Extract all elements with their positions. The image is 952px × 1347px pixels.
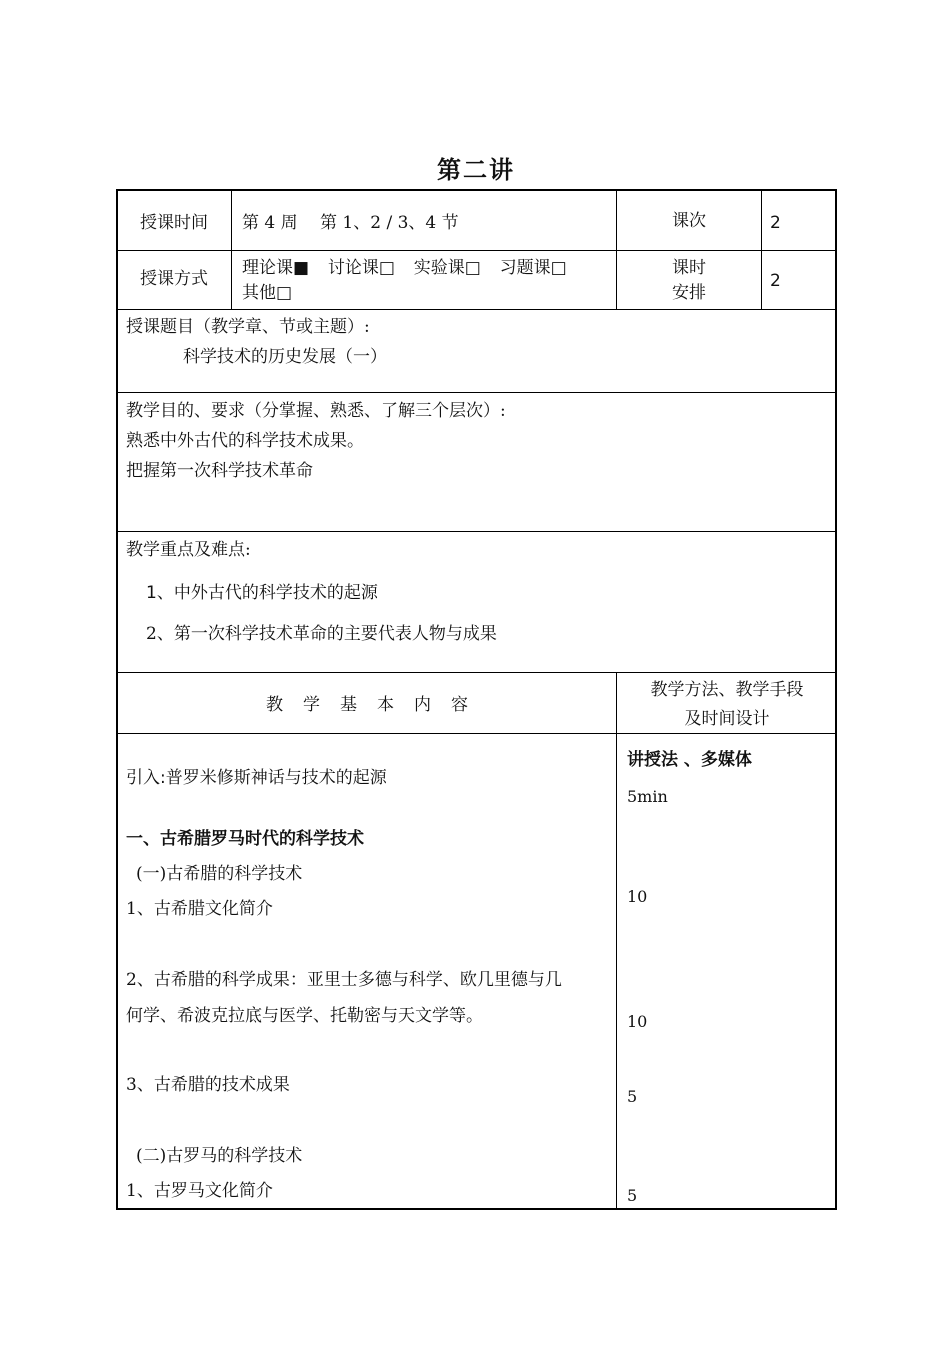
unchecked-box-icon: □ [276, 283, 293, 303]
mode-options-line1 [242, 256, 567, 280]
row-divider [116, 392, 837, 393]
unchecked-box-icon: □ [550, 258, 567, 278]
key-point-item: 2、第一次科学技术革命的主要代表人物与成果 [146, 624, 497, 644]
objectives-label: 教学目的、要求（分掌握、熟悉、了解三个层次）: [126, 401, 506, 421]
time-allocation: 10 [627, 887, 648, 906]
intro-line [126, 766, 387, 790]
subsection-heading: (一)古希腊的科学技术 [136, 864, 303, 884]
content-header-right-2: 及时间设计 [684, 709, 770, 729]
unchecked-box-icon: □ [378, 258, 395, 278]
hours-label-1: 课时 [672, 258, 706, 278]
session-label: 课次 [672, 211, 706, 231]
content-item: 1、古希腊文化简介 [126, 899, 273, 919]
time-allocation: 10 [627, 1012, 648, 1031]
option-other: 其他 [242, 283, 276, 303]
row-divider [116, 531, 837, 532]
content-item: 1、古罗马文化简介 [126, 1181, 273, 1201]
row-divider [116, 309, 837, 310]
content-item-continued: 何学、希波克拉底与医学、托勒密与天文学等。 [126, 1006, 483, 1026]
option-theory: 理论课 [242, 258, 293, 278]
key-points-label: 教学重点及难点: [126, 540, 251, 560]
session-value: 2 [770, 213, 781, 233]
row-divider [116, 250, 837, 251]
content-header-left: 教学基本内容 [266, 695, 488, 715]
objective-line: 把握第一次科学技术革命 [126, 461, 313, 481]
time-label: 授课时间 [140, 213, 208, 233]
hours-label-2: 安排 [672, 283, 706, 303]
hours-value: 2 [770, 271, 781, 291]
col-divider [761, 189, 762, 309]
time-allocation: 5min [627, 787, 668, 806]
section-heading: 一、古希腊罗马时代的科学技术 [126, 829, 364, 849]
subsection-heading: (二)古罗马的科学技术 [136, 1146, 303, 1166]
mode-options-line2 [242, 281, 292, 305]
key-point-item [146, 581, 378, 605]
time-allocation: 5 [627, 1087, 638, 1106]
intro-prefix: 引入: [126, 768, 166, 788]
topic-label: 授课题目（教学章、节或主题）: [126, 317, 370, 337]
key-point-number: 1、 [146, 583, 174, 603]
checked-box-icon: ■ [293, 258, 310, 278]
objective-line: 熟悉中外古代的科学技术成果。 [126, 431, 364, 451]
page-title: 第二讲 [437, 156, 515, 184]
col-divider [231, 189, 232, 309]
option-exercise: 习题课 [499, 258, 551, 278]
content-item: 3、古希腊的技术成果 [126, 1075, 290, 1095]
row-divider [116, 733, 837, 734]
option-discussion: 讨论课 [327, 258, 379, 278]
option-experiment: 实验课 [413, 258, 465, 278]
time-value: 第 4 周 第 1、2 / 3、4 节 [242, 213, 459, 233]
content-item: 2、古希腊的科学成果：亚里士多德与科学、欧几里德与几 [126, 970, 562, 990]
time-allocation: 5 [627, 1186, 638, 1205]
topic-value: 科学技术的历史发展（一） [183, 347, 387, 367]
row-divider [116, 672, 837, 673]
intro-text: 普罗米修斯神话与技术的起源 [165, 768, 387, 788]
key-point-text: 中外古代的科学技术的起源 [173, 583, 378, 603]
content-header-right-1: 教学方法、教学手段 [650, 680, 804, 700]
col-divider [616, 672, 617, 1210]
mode-label: 授课方式 [140, 269, 208, 289]
unchecked-box-icon: □ [464, 258, 481, 278]
method-text: 讲授法 、多媒体 [627, 750, 752, 770]
